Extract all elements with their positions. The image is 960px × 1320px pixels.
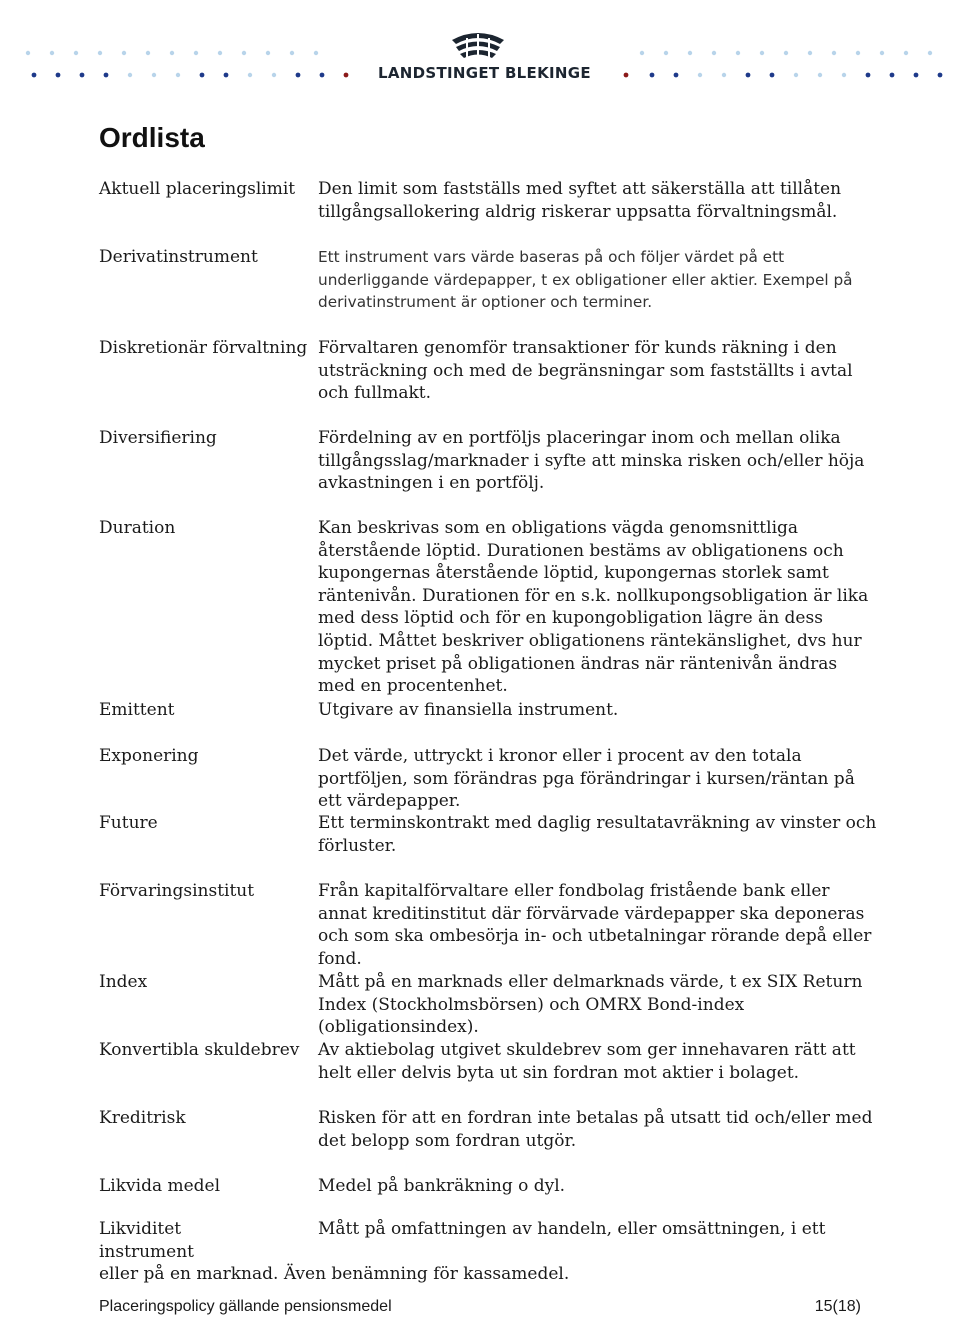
- glossary-definition: Ett instrument vars värde baseras på och följer värdet på ett underliggande värdepapper, t ex obligationer eller aktier. Exempel på derivatinstrument är optioner och terminer.: [318, 248, 853, 312]
- glossary-term: Likvida medel: [99, 1176, 221, 1196]
- glossary-term: Future: [99, 813, 158, 833]
- glossary-term: Index: [99, 972, 148, 992]
- glossary-term: Emittent: [99, 700, 175, 720]
- glossary-definition: Medel på bankräkning o dyl.: [318, 1176, 566, 1196]
- glossary-definition-line2: eller på en marknad. Även benämning för kassamedel.: [99, 1264, 570, 1285]
- glossary-definition: Fördelning av en portföljs placeringar inom och mellan olika tillgångsslag/marknader i syfte att minska risken och/eller höja avkastningen i en portfölj.: [318, 428, 865, 494]
- glossary-definition: Det värde, uttryckt i kronor eller i procent av den totala portföljen, som förändras pga förändringar i kursen/räntan på ett värdepapper.: [318, 746, 855, 812]
- glossary-term: Aktuell placeringslimit: [99, 179, 296, 199]
- glossary-term: Konvertibla skuldebrev: [99, 1040, 300, 1060]
- glossary-term: Diversifiering: [99, 428, 217, 448]
- glossary-definition: Den limit som fastställs med syftet att säkerställa att tillåten tillgångsallokering aldrig riskerar uppsatta förvaltningsmål.: [318, 179, 842, 222]
- glossary-definition: Mått på en marknads eller delmarknads värde, t ex SIX Return Index (Stockholmsbörsen) och OMRX Bond-index (obligationsindex).: [318, 972, 863, 1038]
- glossary-term: Derivatinstrument: [99, 247, 258, 267]
- glossary-term: Duration: [99, 518, 176, 538]
- glossary-entry-likviditet: [99, 1218, 899, 1286]
- glossary-term: Likviditet: [99, 1219, 182, 1239]
- glossary-term: Diskretionär förvaltning: [99, 338, 308, 358]
- glossary-definition: Förvaltaren genomför transaktioner för kunds räkning i den utsträckning och med de begränsningar som fastställts i avtal och fullmakt.: [318, 338, 853, 404]
- page-number: 15(18): [814, 1298, 861, 1315]
- glossary-definition: Kan beskrivas som en obligations vägda genomsnittliga återstående löptid. Durationen bestäms av obligationens och kupongernas återstående löptid, kupongernas storlek samt räntenivån. Durationen för en s.k. nollkupongsobligation är lika med dess löptid och för en kupongobligation lägre än dess löptid. Måttet beskriver obligationens räntekänslighet, dvs hur mycket priset på obligationen ändras när räntenivån ändras med en procentenhet.: [318, 518, 869, 697]
- page-title: Ordlista: [99, 122, 205, 153]
- boat-emblem-icon: [448, 30, 508, 62]
- glossary-definition: Av aktiebolag utgivet skuldebrev som ger innehavaren rätt att helt eller delvis byta ut sin fordran mot aktier i bolaget.: [318, 1040, 856, 1083]
- page-footer: [99, 1298, 861, 1316]
- glossary-definition: Utgivare av finansiella instrument.: [318, 700, 619, 720]
- glossary-term: Exponering: [99, 746, 199, 766]
- glossary-definition-line1: Mått på omfattningen av handeln, eller omsättningen, i ett instrument: [99, 1219, 826, 1262]
- glossary-definition: Ett terminskontrakt med daglig resultatavräkning av vinster och förluster.: [318, 813, 877, 856]
- glossary-term: Förvaringsinstitut: [99, 881, 255, 901]
- glossary-definition: Risken för att en fordran inte betalas på utsatt tid och/eller med det belopp som fordran utgör.: [318, 1108, 873, 1151]
- glossary-term: Kreditrisk: [99, 1108, 186, 1128]
- logo-text: LANDSTINGET BLEKINGE: [378, 64, 591, 82]
- landstinget-logo: [378, 30, 591, 85]
- page-header: [0, 0, 960, 95]
- glossary-definition: Från kapitalförvaltare eller fondbolag fristående bank eller annat kreditinstitut där förvärvade värdepapper ska deponeras och som ska ombesörja in- och utbetalningar rörande depå eller fond.: [318, 881, 872, 969]
- footer-document-title: Placeringspolicy gällande pensionsmedel: [99, 1298, 392, 1315]
